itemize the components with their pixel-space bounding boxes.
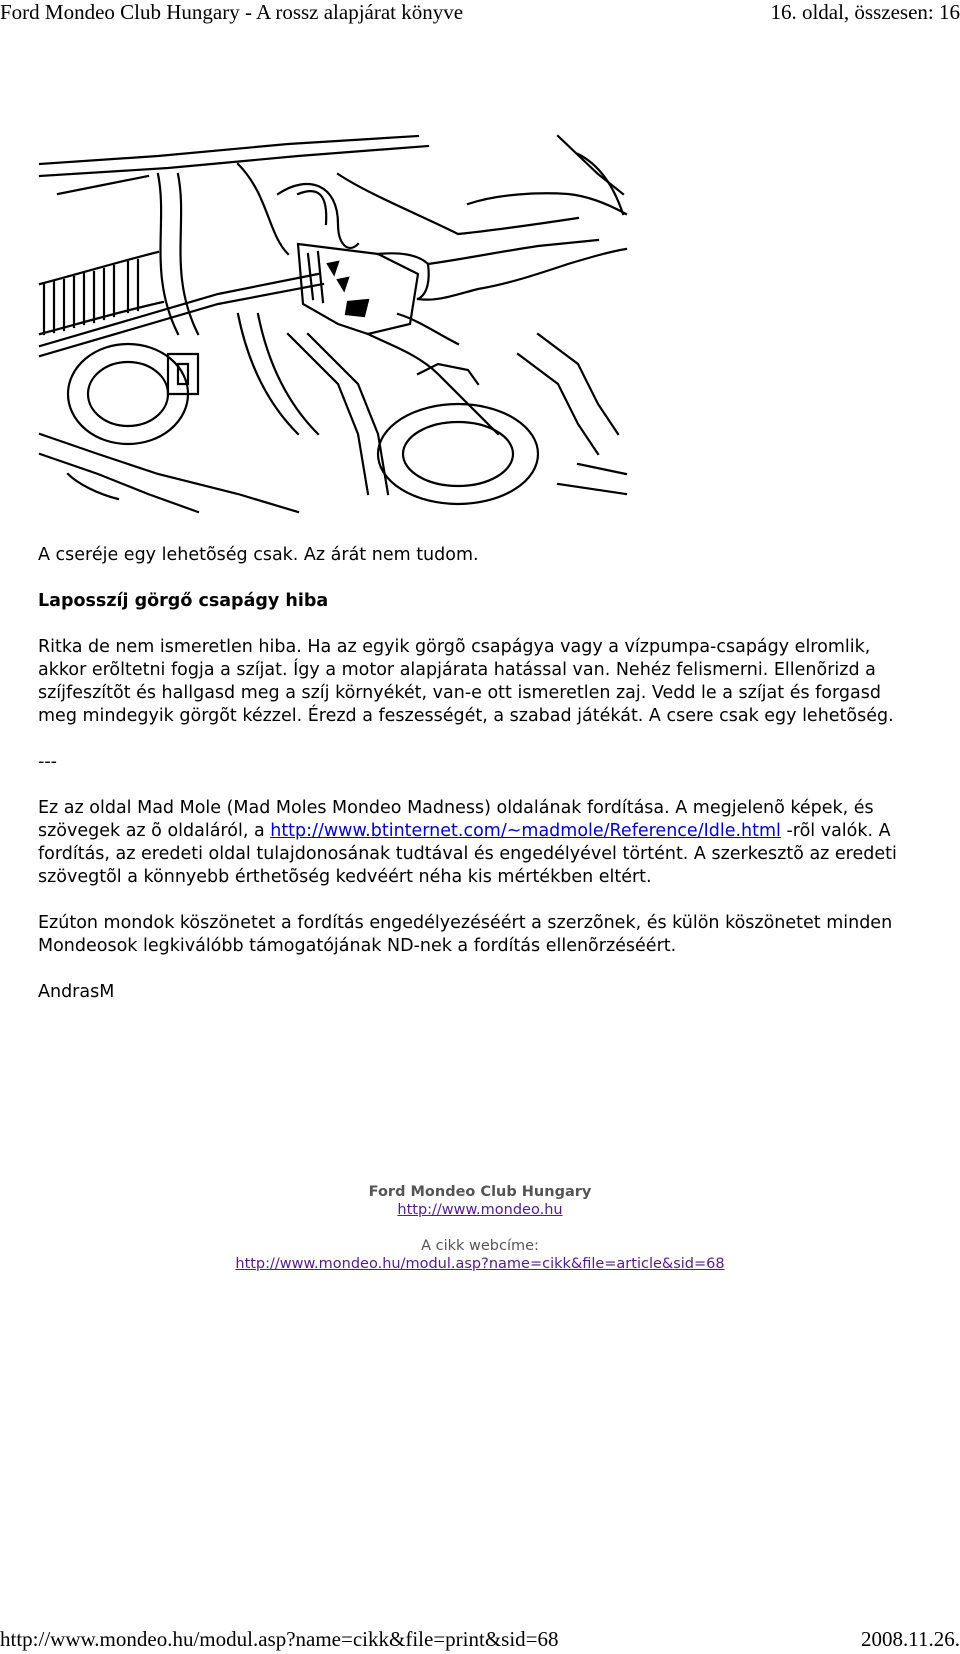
article-url-link[interactable]: http://www.mondeo.hu/modul.asp?name=cikk&file=article&sid=68 bbox=[235, 1256, 725, 1272]
print-footer bbox=[0, 1627, 960, 1653]
article-content bbox=[38, 544, 918, 1004]
club-url-link[interactable]: http://www.mondeo.hu bbox=[397, 1202, 563, 1218]
thanks-paragraph: Ezúton mondok köszönetet a fordítás engedélyezéséért a szerzõnek, és külön köszönetet minden Mondeosok legkiválóbb támogatójának ND-nek a fordítás ellenõrzéséért. bbox=[38, 913, 893, 956]
print-footer-url: http://www.mondeo.hu/modul.asp?name=cikk&file=print&sid=68 bbox=[0, 1627, 559, 1651]
author-signature: AndrasM bbox=[38, 982, 115, 1002]
engine-line-drawing bbox=[38, 134, 628, 514]
article-url-label: A cikk webcíme: bbox=[421, 1238, 539, 1254]
club-name: Ford Mondeo Club Hungary bbox=[368, 1184, 592, 1200]
print-header-page-count: 16. oldal, összesen: 16 bbox=[770, 0, 960, 24]
article-body: Ritka de nem ismeretlen hiba. Ha az egyik görgõ csapágya vagy a vízpumpa-csapágy elromlik, akkor erõltetni fogja a szíjat. Így a motor alapjárata hatással van. Nehéz felismerni. Ellenõrizd a szíjfeszítõt és hallgasd meg a szíj környékét, van-e ott ismeretlen zaj. Vedd le a szíjat és forgasd meg mindegyik görgõt kézzel. Érezd a feszességét, a szabad játékát. A csere csak egy lehetõség. bbox=[38, 637, 894, 726]
credits-text-before: Ez az oldal Mad Mole (Mad Moles Mondeo Madness) oldalának fordítása. A megjelenõ képek, és szövegek az õ oldaláról, a bbox=[38, 798, 874, 841]
credits-paragraph bbox=[38, 797, 918, 889]
print-header bbox=[0, 0, 960, 26]
credits-text-after: -rõl valók. A fordítás, az eredeti oldal tulajdonosának tudtával és engedélyével történt. A szerkesztõ az eredeti szövegtõl a könnyebb érthetõség kedvéért néha kis mértékben eltért. bbox=[38, 821, 897, 887]
separator: --- bbox=[38, 752, 57, 772]
source-link[interactable]: http://www.btinternet.com/~madmole/Reference/Idle.html bbox=[270, 821, 781, 841]
article-lead: A cseréje egy lehetõség csak. Az árát nem tudom. bbox=[38, 545, 479, 565]
engine-figure bbox=[38, 134, 628, 514]
section-heading: Laposszíj görgő csapágy hiba bbox=[38, 591, 329, 611]
site-footer bbox=[0, 1183, 960, 1273]
print-footer-date: 2008.11.26. bbox=[861, 1627, 960, 1651]
footer-spacer bbox=[0, 1219, 960, 1237]
print-header-title: Ford Mondeo Club Hungary - A rossz alapjárat könyve bbox=[0, 0, 464, 24]
